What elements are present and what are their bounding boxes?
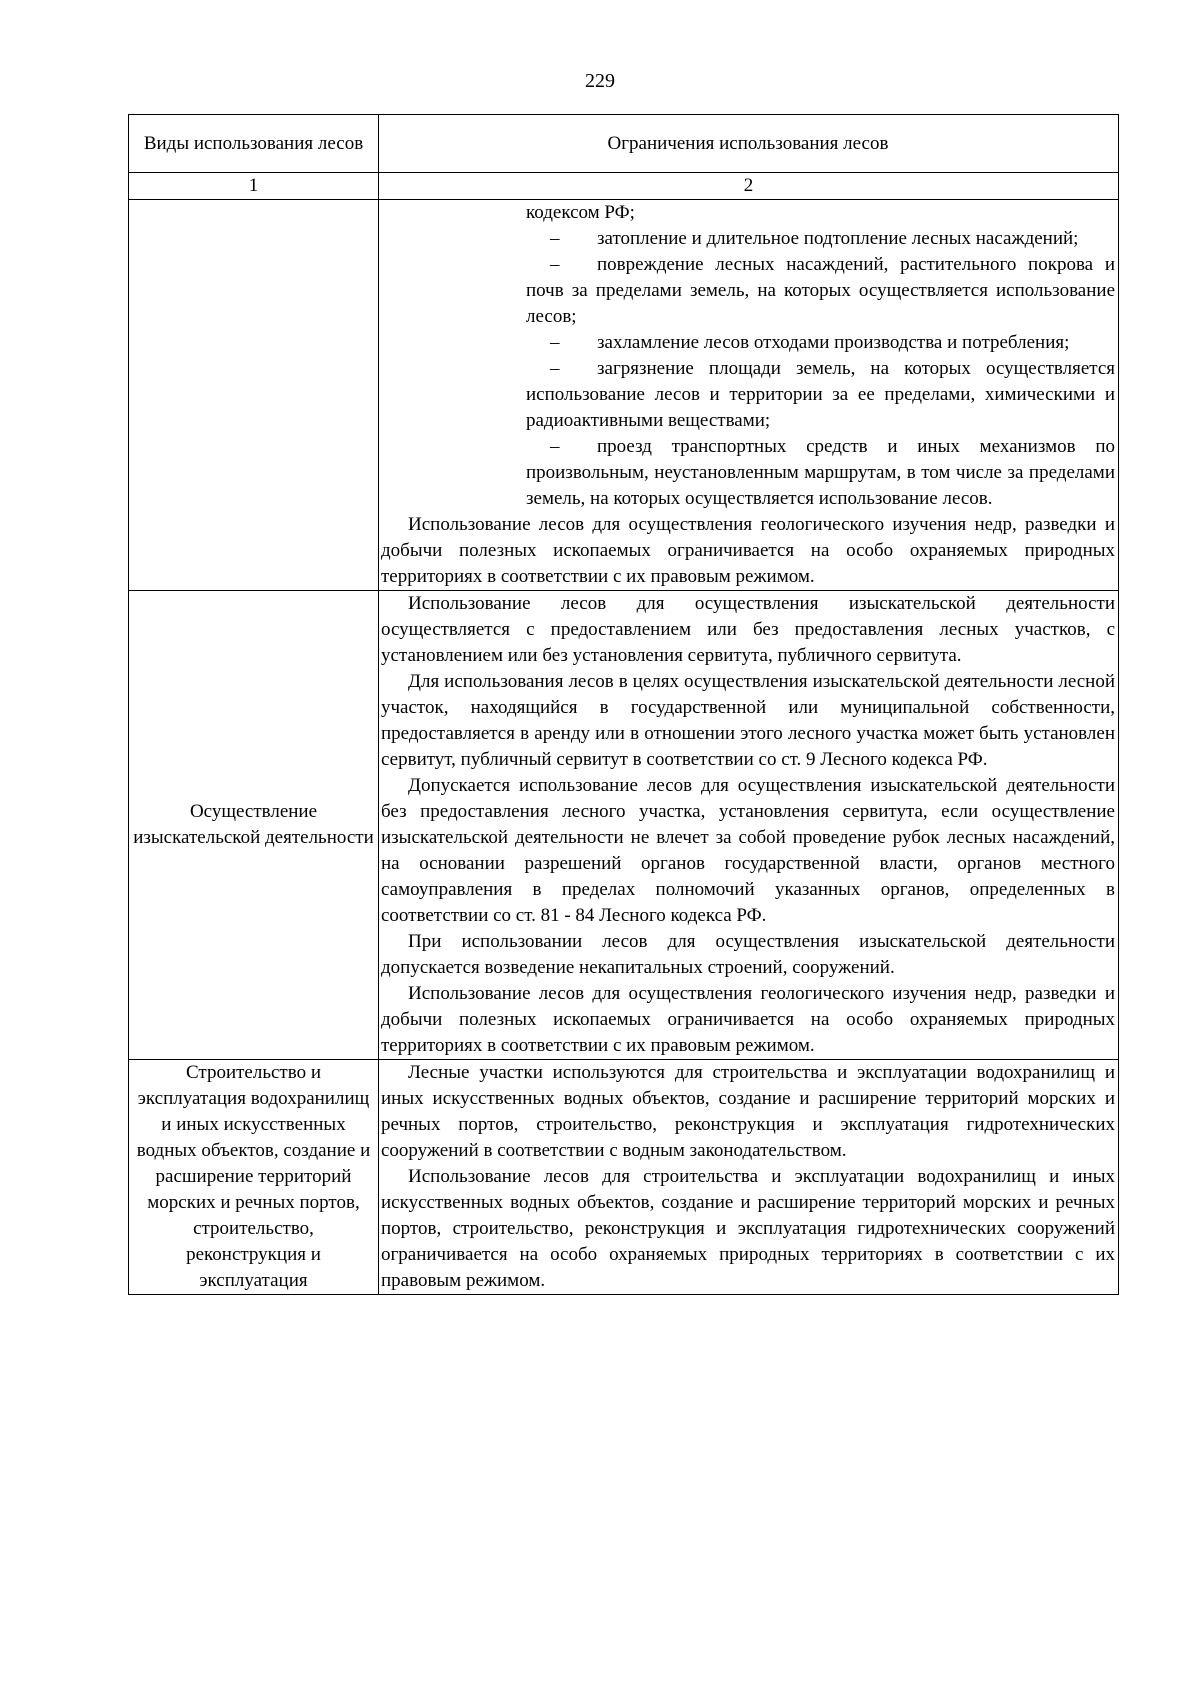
row3-col1: Строительство и эксплуатация водохранилищ и иных искусственных водных объектов, создание и расширение территорий морских и речных портов, строительство, реконструкция и эксплуатация: [129, 1060, 379, 1295]
dash-marker: –: [550, 436, 560, 457]
list-continuation: кодексом РФ;: [526, 202, 635, 223]
table-row: [129, 1060, 1119, 1295]
paragraph: При использовании лесов для осуществления изыскательской деятельности допускается возведение некапитальных строений, сооружений.: [381, 931, 1115, 978]
paragraph: Использование лесов для осуществления геологического изучения недр, разведки и добычи полезных ископаемых ограничивается на особо охраняемых природных территориях в соответствии с их правовым режимом.: [381, 514, 1115, 587]
paragraph: Использование лесов для осуществления геологического изучения недр, разведки и добычи полезных ископаемых ограничивается на особо охраняемых природных территориях в соответствии с их правовым режимом.: [381, 983, 1115, 1056]
column-number-2: 2: [379, 173, 1119, 200]
header-col1: Виды использования лесов: [129, 115, 379, 173]
column-number-1: 1: [129, 173, 379, 200]
list-item: – захламление лесов отходами производства и потребления;: [526, 330, 1115, 356]
list-item: – загрязнение площади земель, на которых осуществляется использование лесов и территории за ее пределами, химическими и радиоактивными веществами;: [526, 358, 1115, 431]
row1-col2: [379, 200, 1119, 591]
row2-col1: Осуществление изыскательской деятельности: [129, 591, 379, 1060]
dash-marker: –: [550, 254, 560, 275]
list-item: – повреждение лесных насаждений, растительного покрова и почв за пределами земель, на которых осуществляется использование лесов;: [526, 254, 1115, 327]
column-number-row: [129, 173, 1119, 200]
row3-col2: [379, 1060, 1119, 1295]
row1-col1: [129, 200, 379, 591]
header-col2: Ограничения использования лесов: [379, 115, 1119, 173]
paragraph: Для использования лесов в целях осуществления изыскательской деятельности лесной участок, находящийся в государственной или муниципальной собственности, предоставляется в аренду или в отношении этого лесного участка может быть установлен сервитут, публичный сервитут в соответствии со ст. 9 Лесного кодекса РФ.: [381, 671, 1115, 770]
table-header-row: [129, 115, 1119, 173]
forest-use-table: [128, 114, 1119, 1295]
paragraph: Лесные участки используются для строительства и эксплуатации водохранилищ и иных искусственных водных объектов, создание и расширение территорий морских и речных портов, строительство, реконструкция и эксплуатация гидротехнических сооружений в соответствии с водным законодательством.: [381, 1062, 1115, 1161]
list-item: – затопление и длительное подтопление лесных насаждений;: [526, 226, 1115, 252]
dash-marker: –: [550, 332, 560, 353]
dash-marker: –: [550, 228, 560, 249]
paragraph: Допускается использование лесов для осуществления изыскательской деятельности без предоставления лесного участка, установления сервитута, если осуществление изыскательской деятельности не влечет за собой проведение рубок лесных насаждений, на основании разрешений органов государственной власти, органов местного самоуправления в пределах полномочий указанных органов, определенных в соответствии со ст. 81 - 84 Лесного кодекса РФ.: [381, 775, 1115, 926]
dash-marker: –: [550, 358, 560, 379]
list-item: – проезд транспортных средств и иных механизмов по произвольным, неустановленным маршрутам, в том числе за пределами земель, на которых осуществляется использование лесов.: [526, 436, 1115, 509]
restriction-list: [526, 200, 1115, 512]
page-number: 229: [585, 70, 615, 92]
table-row: [129, 200, 1119, 591]
table-row: [129, 591, 1119, 1060]
paragraph: Использование лесов для строительства и эксплуатации водохранилищ и иных искусственных водных объектов, создание и расширение территорий морских и речных портов, строительство, реконструкция и эксплуатация гидротехнических сооружений ограничивается на особо охраняемых природных территориях в соответствии с их правовым режимом.: [381, 1166, 1115, 1291]
row2-col2: [379, 591, 1119, 1060]
paragraph: Использование лесов для осуществления изыскательской деятельности осуществляется с предоставлением или без предоставления лесных участков, с установлением или без установления сервитута, публичного сервитута.: [381, 593, 1115, 666]
